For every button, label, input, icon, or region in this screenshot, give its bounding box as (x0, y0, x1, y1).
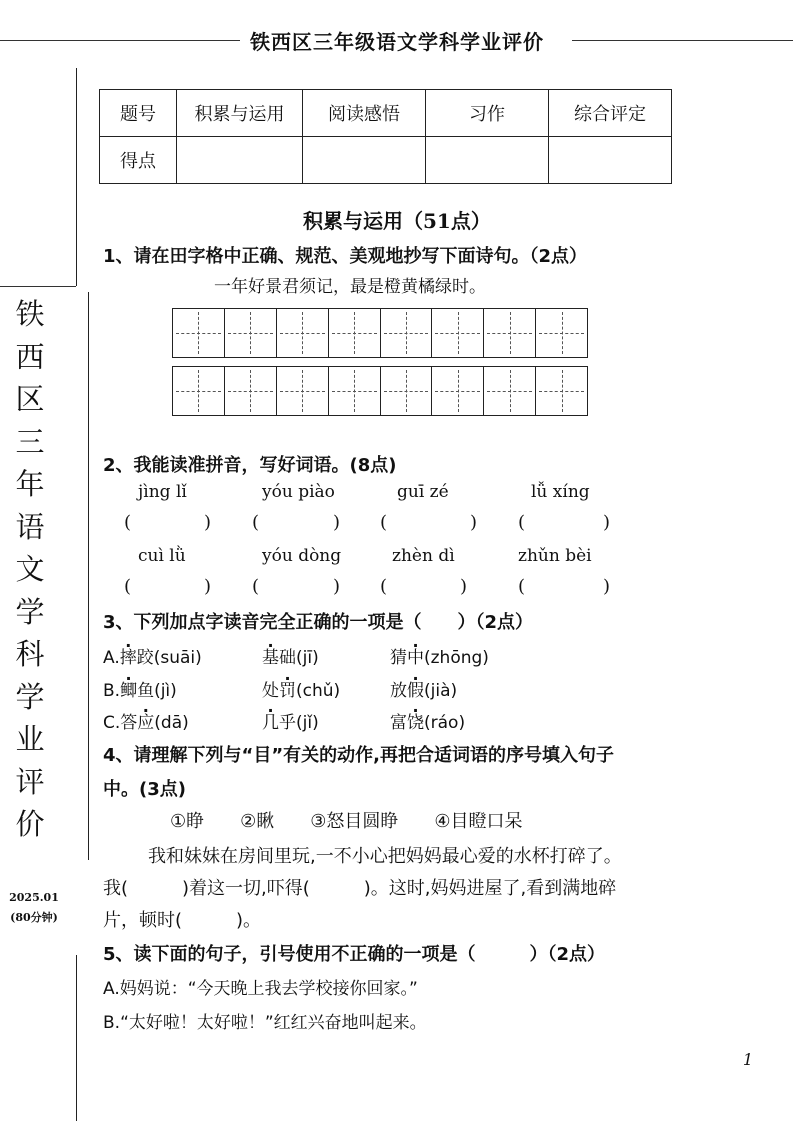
tianzige-cell[interactable] (536, 309, 587, 357)
answer-paren-close: ) (470, 512, 478, 533)
answer-paren-open: ( (518, 576, 526, 597)
side-char: 西 (15, 339, 45, 374)
tianzige-cell[interactable] (536, 367, 587, 415)
pinyin: guī zé (397, 482, 449, 502)
binding-line-middle (88, 292, 89, 860)
pinyin: zhèn dì (392, 546, 455, 566)
answer-paren-open: ( (252, 512, 260, 533)
option-a-word-2 (262, 643, 319, 668)
score-input-cell[interactable] (177, 137, 303, 184)
option-a-word-3 (390, 643, 489, 668)
dotted-char: 中 (407, 648, 424, 668)
answer-paren-open: ( (252, 576, 260, 597)
poem-line: 一年好景君须记，最是橙黄橘绿时。 (214, 277, 486, 297)
option-text: 乎(jǐ) (279, 713, 319, 733)
binding-line-upper (76, 68, 77, 286)
option-text: (chǔ) (296, 681, 341, 701)
option-c-word-2 (262, 708, 319, 733)
option-b[interactable] (103, 676, 177, 701)
answer-paren-close: ) (460, 576, 468, 597)
answer-paren-close: ) (603, 512, 611, 533)
option-text: 猜 (390, 648, 407, 668)
dotted-char: 摔 (119, 648, 137, 668)
answer-paren-close: ) (333, 576, 341, 597)
question-2: 2、我能读准拼音，写好词语。(8点) (103, 455, 397, 476)
side-char: 铁 (15, 297, 45, 331)
table-cell: 阅读感悟 (303, 90, 426, 137)
score-table-score-row (100, 137, 672, 184)
answer-paren-open: ( (518, 512, 526, 533)
table-cell: 习作 (426, 90, 549, 137)
answer-paren-open: ( (124, 512, 132, 533)
score-input-cell[interactable] (303, 137, 426, 184)
option-text: 鱼(jì) (137, 681, 177, 701)
tianzige-cell[interactable] (381, 367, 433, 415)
answer-paren-open: ( (380, 576, 388, 597)
dotted-char: 鲫 (120, 681, 138, 701)
pinyin: yóu piào (262, 482, 335, 502)
side-char: 价 (15, 807, 45, 841)
option-text: 答 (120, 713, 138, 733)
answer-paren-close: ) (204, 576, 212, 597)
option-text: 放 (390, 681, 407, 701)
binding-line-lower (76, 955, 77, 1121)
tianzige-cell[interactable] (432, 309, 484, 357)
option-text: (ráo) (424, 713, 466, 733)
question-4-line-2: 中。(3点) (103, 779, 186, 800)
passage-line-2[interactable]: 我( )着这一切,吓得( )。这时,妈妈进屋了,看到满地碎 (103, 878, 617, 899)
table-cell: 积累与运用 (177, 90, 303, 137)
binding-tick-top (0, 286, 76, 287)
side-vertical-title (12, 293, 48, 846)
side-char: 年 (15, 467, 45, 501)
side-char: 文 (15, 552, 45, 586)
side-char: 语 (15, 509, 45, 544)
side-char: 学 (15, 679, 45, 714)
table-cell: 得点 (100, 137, 177, 184)
side-char: 学 (15, 594, 45, 629)
word-options: ①睁 ②瞅 ③怒目圆睁 ④目瞪口呆 (170, 811, 523, 832)
pinyin: cuì lǜ (138, 546, 186, 566)
option-text: (dā) (154, 713, 189, 733)
table-cell: 综合评定 (549, 90, 672, 137)
option-text: 跤(suāi) (136, 648, 202, 668)
option-b-word-2 (262, 676, 340, 701)
tianzige-cell[interactable] (173, 367, 225, 415)
option-text: (zhōng) (424, 648, 489, 668)
passage-line-3[interactable]: 片，顿时( )。 (103, 910, 262, 931)
date-text: 2025.01 (9, 891, 59, 904)
tianzige-cell[interactable] (225, 309, 277, 357)
option-label: C. (103, 713, 121, 733)
answer-paren-close: ) (333, 512, 341, 533)
option-b-word-3 (390, 676, 457, 701)
score-input-cell[interactable] (549, 137, 672, 184)
tianzige-cell[interactable] (381, 309, 433, 357)
dotted-char: 罚 (279, 681, 296, 701)
tianzige-cell[interactable] (225, 367, 277, 415)
tianzige-cell[interactable] (173, 309, 225, 357)
tianzige-cell[interactable] (484, 309, 536, 357)
answer-paren-close: ) (204, 512, 212, 533)
page-header-title: 铁西区三年级语文学科学业评价 (250, 30, 544, 54)
tianzige-cell[interactable] (277, 367, 329, 415)
passage-line-1: 我和妹妹在房间里玩,一不小心把妈妈最心爱的水杯打碎了。 (148, 846, 622, 867)
dotted-char: 应 (137, 713, 155, 733)
tianzige-cell[interactable] (329, 309, 381, 357)
answer-paren-close: ) (603, 576, 611, 597)
score-table (99, 89, 672, 184)
option-text: 础(jī) (279, 648, 319, 668)
duration-text: (80分钟) (10, 911, 58, 924)
option-c[interactable] (103, 708, 189, 733)
option-b[interactable]: B.“太好啦！太好啦！”红红兴奋地叫起来。 (103, 1013, 427, 1033)
table-cell: 题号 (100, 90, 177, 137)
option-a[interactable]: A.妈妈说：“今天晚上我去学校接你回家。” (103, 979, 418, 999)
question-4-line-1: 4、请理解下列与“目”有关的动作,再把合适词语的序号填入句子 (103, 745, 615, 766)
pinyin: lǚ xíng (531, 482, 590, 502)
question-3: 3、下列加点字读音完全正确的一项是（ ）（2点） (103, 612, 534, 633)
option-text: (jià) (424, 681, 458, 701)
question-1: 1、请在田字格中正确、规范、美观地抄写下面诗句。（2点） (103, 246, 588, 267)
section-title: 积累与运用（51点） (303, 209, 491, 233)
pinyin: jìng lǐ (138, 482, 187, 502)
answer-paren-open: ( (380, 512, 388, 533)
pinyin: zhǔn bèi (518, 546, 592, 566)
score-table-header-row (100, 90, 672, 137)
dotted-char: 几 (262, 713, 279, 733)
score-input-cell[interactable] (426, 137, 549, 184)
option-text: 富 (390, 713, 407, 733)
tianzige-cell[interactable] (432, 367, 484, 415)
header-rule-left (0, 40, 240, 41)
answer-paren-open: ( (124, 576, 132, 597)
exam-date (4, 888, 64, 928)
option-text: 处 (262, 681, 279, 701)
dotted-char: 饶 (407, 713, 424, 733)
pinyin: yóu dòng (262, 546, 342, 566)
tianzige-row-1[interactable] (172, 308, 588, 358)
tianzige-cell[interactable] (484, 367, 536, 415)
dotted-char: 基 (262, 648, 279, 668)
side-char: 三 (15, 424, 45, 459)
side-char: 科 (15, 637, 45, 671)
page-number: 1 (742, 1050, 753, 1069)
dotted-char: 假 (407, 681, 424, 701)
header-rule-right (572, 40, 793, 41)
option-c-word-3 (390, 708, 465, 733)
side-char: 业 (15, 722, 45, 756)
option-label: A. (103, 648, 120, 668)
side-char: 评 (15, 764, 45, 799)
tianzige-cell[interactable] (277, 309, 329, 357)
question-5: 5、读下面的句子，引号使用不正确的一项是（ ）（2点） (103, 944, 606, 965)
tianzige-row-2[interactable] (172, 366, 588, 416)
side-char: 区 (15, 382, 45, 416)
option-label: B. (103, 681, 121, 701)
tianzige-cell[interactable] (329, 367, 381, 415)
option-a[interactable] (103, 643, 202, 668)
